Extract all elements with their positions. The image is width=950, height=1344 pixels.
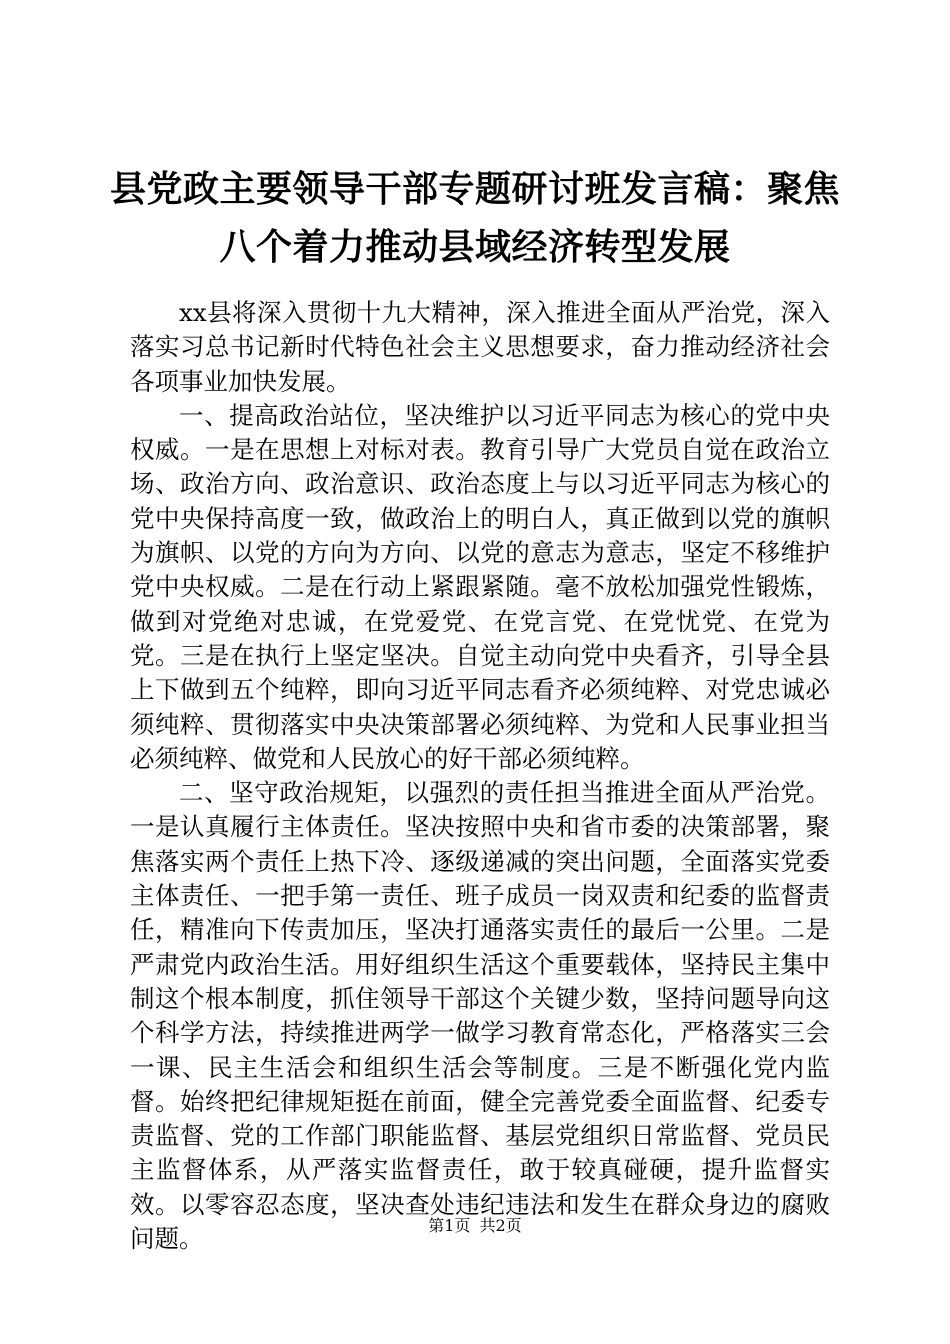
page-number-current: 第1页 <box>428 1216 471 1235</box>
paragraph-section-1: 一、提高政治站位，坚决维护以习近平同志为核心的党中央权威。一是在思想上对标对表。教育引导广大党员自觉在政治立场、政治方向、政治意识、政治态度上与以习近平同志为核心的党中央保持高度一致，做政治上的明白人，真正做到以党的旗帜为旗帜、以党的方向为方向、以党的意志为意志，坚定不移维护党中央权威。二是在行动上紧跟紧随。毫不放松加强党性锻炼，做到对党绝对忠诚，在党爱党、在党言党、在党忧党、在党为党。三是在执行上坚定坚决。自觉主动向党中央看齐，引导全县上下做到五个纯粹，即向习近平同志看齐必须纯粹、对党忠诚必须纯粹、贯彻落实中央决策部署必须纯粹、为党和人民事业担当必须纯粹、做党和人民放心的好干部必须纯粹。 <box>130 400 830 773</box>
paragraph-intro: xx县将深入贯彻十九大精神，深入推进全面从严治党，深入落实习总书记新时代特色社会主义思想要求，奋力推动经济社会各项事业加快发展。 <box>130 298 830 396</box>
title-line-1: 县党政主要领导干部专题研讨班发言稿：聚焦 <box>109 168 840 210</box>
page-footer <box>0 1216 950 1236</box>
page-number-total: 共2页 <box>479 1216 522 1235</box>
document-body <box>130 296 830 1256</box>
document-title <box>100 160 850 276</box>
title-line-2: 八个着力推动县域经济转型发展 <box>219 226 731 268</box>
paragraph-section-2: 二、坚守政治规矩，以强烈的责任担当推进全面从严治党。一是认真履行主体责任。坚决按照中央和省市委的决策部署，聚焦落实两个责任上热下冷、逐级递减的突出问题，全面落实党委主体责任、一把手第一责任、班子成员一岗双责和纪委的监督责任，精准向下传责加压，坚决打通落实责任的最后一公里。二是严肃党内政治生活。用好组织生活这个重要载体，坚持民主集中制这个根本制度，抓住领导干部这个关键少数，坚持问题导向这个科学方法，持续推进两学一做学习教育常态化，严格落实三会一课、民主生活会和组织生活会等制度。三是不断强化党内监督。始终把纪律规矩挺在前面，健全完善党委全面监督、纪委专责监督、党的工作部门职能监督、基层党组织日常监督、党员民主监督体系，从严落实监督责任，敢于较真碰硬，提升监督实效。以零容忍态度，坚决查处违纪违法和发生在群众身边的腐败问题。 <box>130 778 830 1254</box>
